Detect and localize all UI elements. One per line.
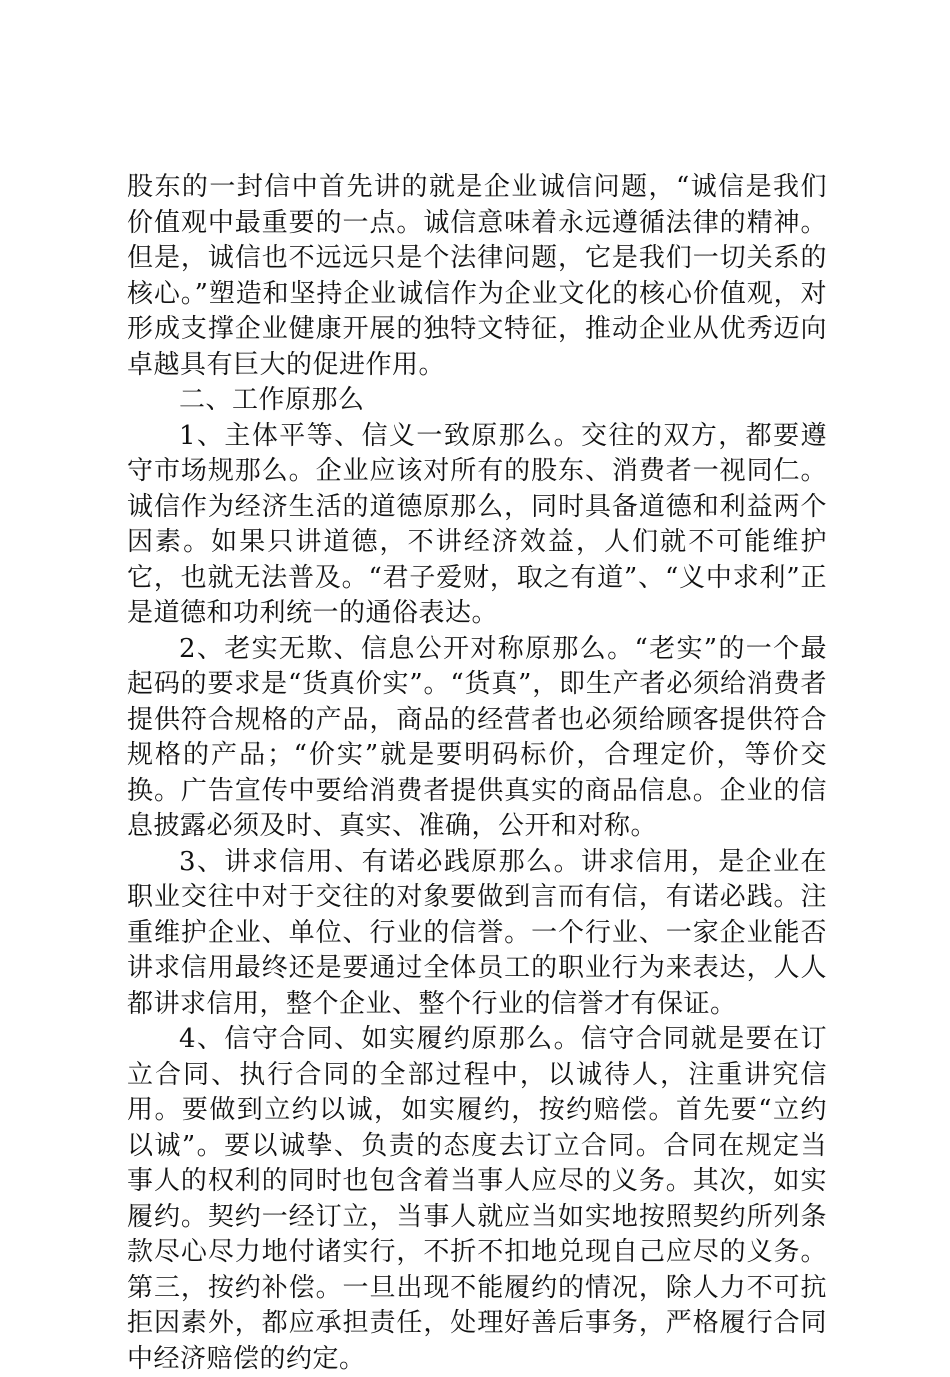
paragraph-continuation: 股东的一封信中首先讲的就是企业诚信问题，“诚信是我们价值观中最重要的一点。诚信意味着永远遵循法律的精神。但是，诚信也不远远只是个法律问题，它是我们一切关系的核心。”塑造和坚持企业诚信作为企业文化的核心价值观，对形成支撑企业健康开展的独特文特征，推动企业从优秀迈向卓越具有巨大的促进作用。 — [127, 172, 827, 380]
paragraph-principle-3: 3、讲求信用、有诺必践原那么。讲求信用，是企业在职业交往中对于交往的对象要做到言而有信，有诺必践。注重维护企业、单位、行业的信誉。一个行业、一家企业能否讲求信用最终还是要通过全体员工的职业行为来表达，人人都讲求信用，整个企业、整个行业的信誉才有保证。 — [127, 846, 827, 1019]
document-body — [127, 170, 827, 1377]
section-heading-work-principles: 二、工作原那么 — [179, 385, 365, 415]
paragraph-principle-4: 4、信守合同、如实履约原那么。信守合同就是要在订立合同、执行合同的全部过程中，以诚待人，注重讲究信用。要做到立约以诚，如实履约，按约赔偿。首先要“立约以诚”。要以诚挚、负责的态度去订立合同。合同在规定当事人的权利的同时也包含着当事人应尽的义务。其次，如实履约。契约一经订立，当事人就应当如实地按照契约所列条款尽心尽力地付诸实行，不折不扣地兑现自己应尽的义务。第三，按约补偿。一旦出现不能履约的情况，除人力不可抗拒因素外，都应承担责任，处理好善后事务，严格履行合同中经济赔偿的约定。 — [127, 1024, 827, 1374]
paragraph-principle-1: 1、主体平等、信义一致原那么。交往的双方，都要遵守市场规那么。企业应该对所有的股东、消费者一视同仁。诚信作为经济生活的道德原那么，同时具备道德和利益两个因素。如果只讲道德，不讲经济效益，人们就不可能维护它，也就无法普及。“君子爱财，取之有道”、“义中求利”正是道德和功利统一的通俗表达。 — [127, 420, 827, 628]
paragraph-principle-2: 2、老实无欺、信息公开对称原那么。“老实”的一个最起码的要求是“货真价实”。“货真”，即生产者必须给消费者提供符合规格的产品，商品的经营者也必须给顾客提供符合规格的产品；“价实”就是要明码标价，合理定价，等价交换。广告宣传中要给消费者提供真实的商品信息。企业的信息披露必须及时、真实、准确，公开和对称。 — [127, 633, 827, 841]
